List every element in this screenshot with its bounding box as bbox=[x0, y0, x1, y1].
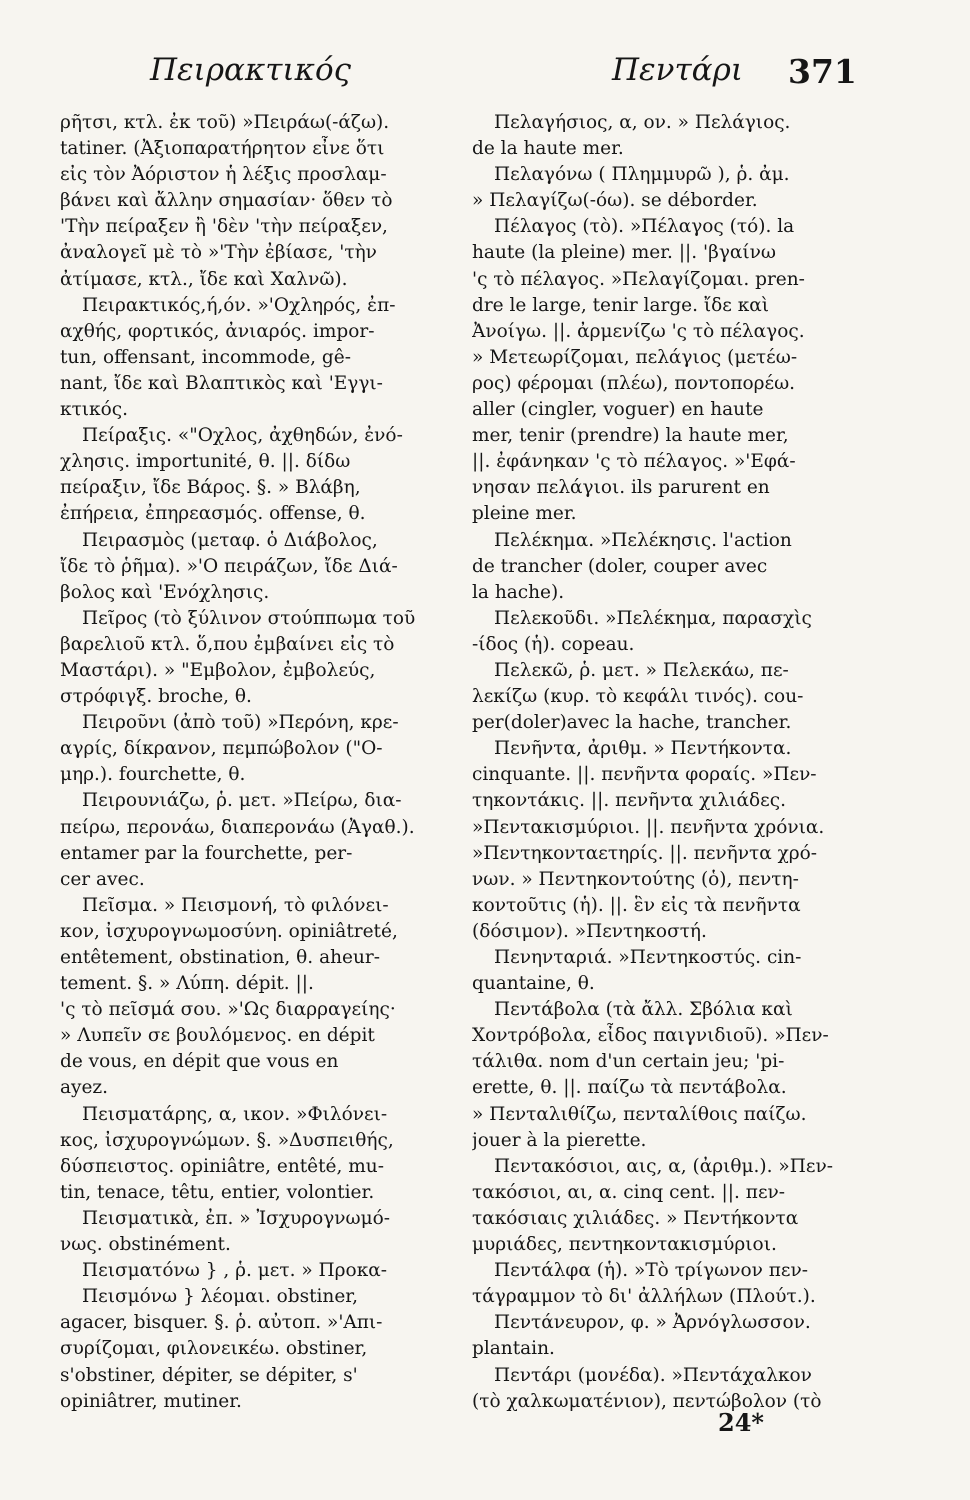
text-line: Πελαγόνω ( Πλημμυρῶ ), ῥ. ἀμ. bbox=[494, 164, 790, 186]
text-line: τηκοντάκις. ||. πενῆντα χιλιάδες. bbox=[472, 790, 786, 812]
text-line: ἴδε τὸ ῥῆμα). »'Ο πειράζων, ἴδε Διά- bbox=[60, 555, 398, 577]
text-line: πείρω, περονάω, διαπερονάω (Ἀγαθ.). bbox=[60, 816, 415, 838]
text-line: per(doler)avec la hache, trancher. bbox=[472, 712, 792, 734]
text-line: entêtement, obstination, θ. aheur- bbox=[60, 947, 380, 968]
text-line: jouer à la pierette. bbox=[472, 1129, 647, 1151]
text-line: Πεῖσμα. » Πεισμονή, τὸ φιλόνει- bbox=[82, 894, 389, 916]
text-line: » Λυπεῖν σε βουλόμενος. en dépit bbox=[60, 1025, 375, 1047]
text-line: aller (cingler, voguer) en haute bbox=[472, 399, 764, 421]
text-line: nant, ἴδε καὶ Βλαπτικὸς καὶ 'Εγγι- bbox=[60, 372, 383, 394]
text-line: Πέλαγος (τὸ). »Πέλαγος (τό). la bbox=[494, 216, 795, 238]
text-line: Πεντάνευρον, φ. » Ἀρνόγλωσσον. bbox=[494, 1312, 811, 1334]
text-line: Πελέκημα. »Πελέκησις. l'action bbox=[494, 529, 792, 551]
text-line: »Πεντηκονταετηρίς. ||. πενῆντα χρό- bbox=[472, 842, 818, 864]
text-line: τακόσιαις χιλιάδες. » Πεντήκοντα bbox=[472, 1207, 799, 1229]
text-line: 'Τὴν πείραξεν ἢ 'δὲν 'τὴν πείραξεν, bbox=[60, 216, 388, 238]
text-line: 'ς τὸ πεῖσμά σου. »'Ως διαρραγείης· bbox=[60, 999, 396, 1021]
text-line: de la haute mer. bbox=[472, 138, 624, 160]
right-column bbox=[472, 110, 882, 1415]
text-line: δύσπειστος. opiniâtre, entêté, mu- bbox=[60, 1155, 384, 1177]
text-line: ἐπήρεια, ἐπηρεασμός. offense, θ. bbox=[60, 503, 366, 525]
text-line: κος, ἰσχυρογνώμων. §. »Δυσπειθής, bbox=[60, 1129, 394, 1151]
text-line: ἀναλογεῖ μὲ τὸ »'Τὴν ἐβίασε, 'τὴν bbox=[60, 242, 377, 264]
text-line: κτικός. bbox=[60, 399, 128, 421]
text-line: Χοντρόβολα, εἶδος παιγνιδιοῦ). »Πεν- bbox=[472, 1025, 829, 1047]
text-line: mer, tenir (prendre) la haute mer, bbox=[472, 425, 789, 447]
text-line: entamer par la fourchette, per- bbox=[60, 842, 353, 864]
text-line: Πεντακόσιοι, αις, α, (ἀριθμ.). »Πεν- bbox=[494, 1155, 833, 1177]
header-right-word: Πεντάρι bbox=[612, 52, 743, 88]
text-line: Πείραξις. «"Οχλος, ἀχθηδών, ἐνό- bbox=[82, 425, 403, 447]
text-line: ||. ἐφάνηκαν 'ς τὸ πέλαγος. »'Εφά- bbox=[472, 451, 796, 473]
text-line: Πεισματάρης, α, ικον. »Φιλόνει- bbox=[82, 1103, 388, 1125]
text-line: αχθής, φορτικός, ἀνιαρός. impor- bbox=[60, 320, 375, 342]
text-line: pleine mer. bbox=[472, 503, 577, 525]
page-number: 371 bbox=[788, 52, 857, 91]
text-line: Πενηνταριά. »Πεντηκοστύς. cin- bbox=[494, 947, 802, 968]
text-line: ayez. bbox=[60, 1077, 109, 1099]
text-line: βολος καὶ 'Ενόχλησις. bbox=[60, 581, 270, 603]
text-line: τάγραμμον τὸ δι' ἀλλήλων (Πλούτ.). bbox=[472, 1286, 816, 1308]
text-line: λεκίζω (κυρ. τὸ κεφάλι τινός). cou- bbox=[472, 686, 804, 708]
text-line: Πεισματόνω } , ῥ. μετ. » Προκα- bbox=[82, 1260, 388, 1282]
text-line: ρος) φέρομαι (πλέω), ποντοπορέω. bbox=[472, 372, 796, 394]
text-line: opiniâtrer, mutiner. bbox=[60, 1390, 242, 1412]
text-line: haute (la pleine) mer. ||. 'βγαίνω bbox=[472, 242, 776, 264]
text-line: Πεντάρι (μονέδα). »Πεντάχαλκον bbox=[494, 1364, 812, 1386]
page-header bbox=[0, 52, 970, 102]
text-line: » Πενταλιθίζω, πενταλίθοις παίζω. bbox=[472, 1103, 807, 1125]
text-line: Πενῆντα, ἀριθμ. » Πεντήκοντα. bbox=[494, 738, 792, 760]
text-line: Πειρουνιάζω, ῥ. μετ. »Πείρω, δια- bbox=[82, 790, 402, 812]
text-line: quantaine, θ. bbox=[472, 973, 595, 995]
text-line: Πειρακτικός,ή,όν. »'Οχληρός, ἐπ- bbox=[82, 294, 396, 316]
text-line: la hache). bbox=[472, 581, 565, 603]
text-line: βάνει καὶ ἄλλην σημασίαν· ὅθεν τὸ bbox=[60, 190, 393, 212]
text-line: » Μετεωρίζομαι, πελάγιος (μετέω- bbox=[472, 346, 798, 368]
text-line: tatiner. (Ἀξιοπαρατήρητον εἶνε ὅτι bbox=[60, 138, 385, 160]
text-line: Πεισματικὰ, ἐπ. » Ἰσχυρογνωμό- bbox=[82, 1207, 391, 1229]
text-line: tun, offensant, incommode, gê- bbox=[60, 346, 351, 368]
text-line: εἰς τὸν Ἀόριστον ἡ λέξις προσλαμ- bbox=[60, 164, 387, 186]
text-line: τάλιθα. nom d'un certain jeu; 'pi- bbox=[472, 1051, 785, 1073]
text-line: tement. §. » Λύπη. dépit. ||. bbox=[60, 973, 314, 995]
text-line: Ἀνοίγω. ||. ἀρμενίζω 'ς τὸ πέλαγος. bbox=[472, 320, 805, 342]
text-line: Πεντάβολα (τὰ ἄλλ. Σβόλια καὶ bbox=[494, 999, 793, 1021]
text-line: μυριάδες, πεντηκοντακισμύριοι. bbox=[472, 1234, 777, 1256]
text-line: νησαν πελάγιοι. ils parurent en bbox=[472, 477, 770, 499]
text-line: Πειροῦνι (ἀπὸ τοῦ) »Περόνη, κρε- bbox=[82, 712, 399, 734]
text-line: στρόφιγξ. broche, θ. bbox=[60, 686, 252, 708]
text-line: Πελεκῶ, ῥ. μετ. » Πελεκάω, πε- bbox=[494, 659, 789, 681]
text-line: Πεῖρος (τὸ ξύλινον στούππωμα τοῦ bbox=[82, 607, 416, 629]
text-line: de trancher (doler, couper avec bbox=[472, 555, 768, 577]
text-line: Πελαγήσιος, α, ον. » Πελάγιος. bbox=[494, 112, 791, 133]
text-line: πείραξιν, ἴδε Βάρος. §. » Βλάβη, bbox=[60, 477, 361, 499]
text-line: κον, ἰσχυρογνωμοσύνη. opiniâtreté, bbox=[60, 920, 398, 942]
text-line: αγρίς, δίκρανον, πεμπώβολον ("Ο- bbox=[60, 738, 383, 760]
text-line: Πειρασμὸς (μεταφ. ὁ Διάβολος, bbox=[82, 529, 378, 551]
text-line: cer avec. bbox=[60, 868, 145, 890]
text-line: ἀτίμασε, κτλ., ἴδε καὶ Χαλνῶ). bbox=[60, 268, 348, 290]
text-line: Μαστάρι). » "Εμβολον, ἐμβολεύς, bbox=[60, 659, 376, 681]
text-line: Πεισμόνω } λέομαι. obstiner, bbox=[82, 1286, 358, 1308]
text-line: »Πεντακισμύριοι. ||. πενῆντα χρόνια. bbox=[472, 816, 825, 838]
text-line: de vous, en dépit que vous en bbox=[60, 1051, 339, 1073]
text-line: (τὸ χαλκωματένιον), πεντώβολον (τὸ bbox=[472, 1390, 822, 1412]
text-line: Πελεκοῦδι. »Πελέκημα, παρασχὶς bbox=[494, 607, 812, 629]
text-line: » Πελαγίζω(-όω). se déborder. bbox=[472, 190, 758, 212]
text-line: συρίζομαι, φιλονεικέω. obstiner, bbox=[60, 1338, 368, 1360]
text-line: s'obstiner, dépiter, se dépiter, s' bbox=[60, 1364, 358, 1386]
text-line: βαρελιοῦ κτλ. ὅ,που ἐμβαίνει εἰς τὸ bbox=[60, 633, 395, 655]
text-line: -ίδος (ἡ). copeau. bbox=[472, 633, 635, 655]
text-line: μηρ.). fourchette, θ. bbox=[60, 764, 246, 786]
text-line: νων. » Πεντηκοντούτης (ὁ), πεντη- bbox=[472, 868, 799, 890]
text-line: erette, θ. ||. παίζω τὰ πεντάβολα. bbox=[472, 1077, 787, 1099]
text-line: tin, tenace, têtu, entier, volontier. bbox=[60, 1181, 375, 1203]
text-line: κοντοῦτις (ἡ). ||. ἓν εἰς τὰ πενῆντα bbox=[472, 894, 801, 916]
text-line: Πεντάλφα (ἡ). »Τὸ τρίγωνον πεν- bbox=[494, 1260, 808, 1282]
signature-mark: 24* bbox=[718, 1408, 764, 1437]
text-line: ρῆτσι, κτλ. ἐκ τοῦ) »Πειράω(-άζω). bbox=[60, 112, 390, 133]
text-line: νως. obstinément. bbox=[60, 1234, 231, 1256]
text-line: 'ς τὸ πέλαγος. »Πελαγίζομαι. pren- bbox=[472, 268, 805, 290]
text-line: cinquante. ||. πενῆντα φοραίς. »Πεν- bbox=[472, 764, 817, 786]
text-line: τακόσιοι, αι, α. cinq cent. ||. πεν- bbox=[472, 1181, 786, 1203]
text-line: dre le large, tenir large. ἴδε καὶ bbox=[472, 294, 770, 316]
left-column bbox=[60, 110, 470, 1415]
text-line: χλησις. importunité, θ. ||. δίδω bbox=[60, 451, 351, 473]
text-line: agacer, bisquer. §. ῥ. αὐτοπ. »'Απι- bbox=[60, 1312, 383, 1334]
text-line: (δόσιμον). »Πεντηκοστή. bbox=[472, 920, 707, 942]
header-left-word: Πειρακτικός bbox=[150, 52, 351, 88]
text-line: plantain. bbox=[472, 1338, 555, 1360]
